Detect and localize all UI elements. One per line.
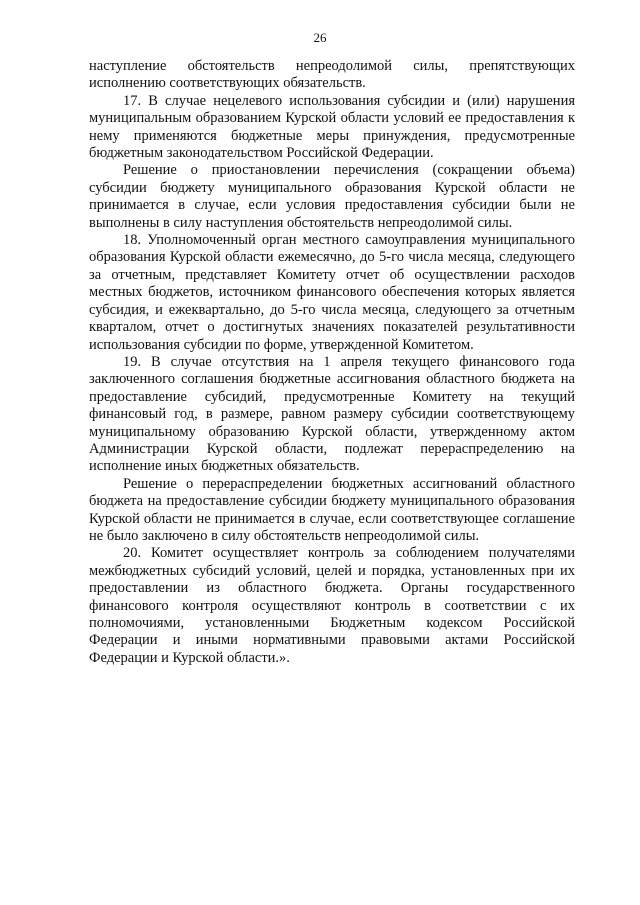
document-body — [89, 58, 575, 667]
page-number: 26 — [313, 30, 327, 45]
paragraph-item-19: 19. В случае отсутствия на 1 апреля текущего финансового года заключенного соглашения бюджетные ассигнования областного бюджета на предоставление субсидий, предусмотренные Комитету на текущий финансовый год, в размере, равном размеру субсидии соответствующему муниципальному образованию Курской области, утвержденному актом Администрации Курской области, подлежат перераспределению на исполнение иных бюджетных обязательств. — [89, 353, 575, 475]
paragraph-item-18: 18. Уполномоченный орган местного самоуправления муниципального образования Курской области ежемесячно, до 5-го числа месяца, следующего за отчетным, представляет Комитету отчет об осуществлении расходов местных бюджетов, источником финансового обеспечения которых является субсидия, и ежеквартально, до 5-го числа месяца, следующего за отчетным кварталом, отчет о достигнутых значениях показателей результативности использования субсидии по форме, утвержденной Комитетом. — [89, 232, 575, 353]
paragraph-continuation: наступление обстоятельств непреодолимой силы, препятствующих исполнению соответствующих обязательств. — [89, 58, 575, 92]
paragraph-item-17-decision: Решение о приостановлении перечисления (сокращении объема) субсидии бюджету муниципального образования Курской области не принимается в случае, если условия предоставления субсидии были не выполнены в силу наступления обстоятельств непреодолимой силы. — [89, 162, 575, 231]
paragraph-item-19-decision: Решение о перераспределении бюджетных ассигнований областного бюджета на предоставление субсидии бюджету муниципального образования Курской области не принимается в случае, если соответствующее соглашение не было заключено в силу обстоятельств непреодолимой силы. — [89, 475, 575, 544]
paragraph-item-20: 20. Комитет осуществляет контроль за соблюдением получателями межбюджетных субсидий условий, целей и порядка, установленных при их предоставлении из областного бюджета. Органы государственного финансового контроля осуществляют контроль в соответствии с их полномочиями, установленными Бюджетным кодексом Российской Федерации и иными нормативными правовыми актами Российской Федерации и Курской области.». — [89, 545, 575, 666]
paragraph-item-17: 17. В случае нецелевого использования субсидии и (или) нарушения муниципальным образованием Курской области условий ее предоставления к нему применяются бюджетные меры принуждения, предусмотренные бюджетным законодательством Российской Федерации. — [89, 92, 575, 162]
